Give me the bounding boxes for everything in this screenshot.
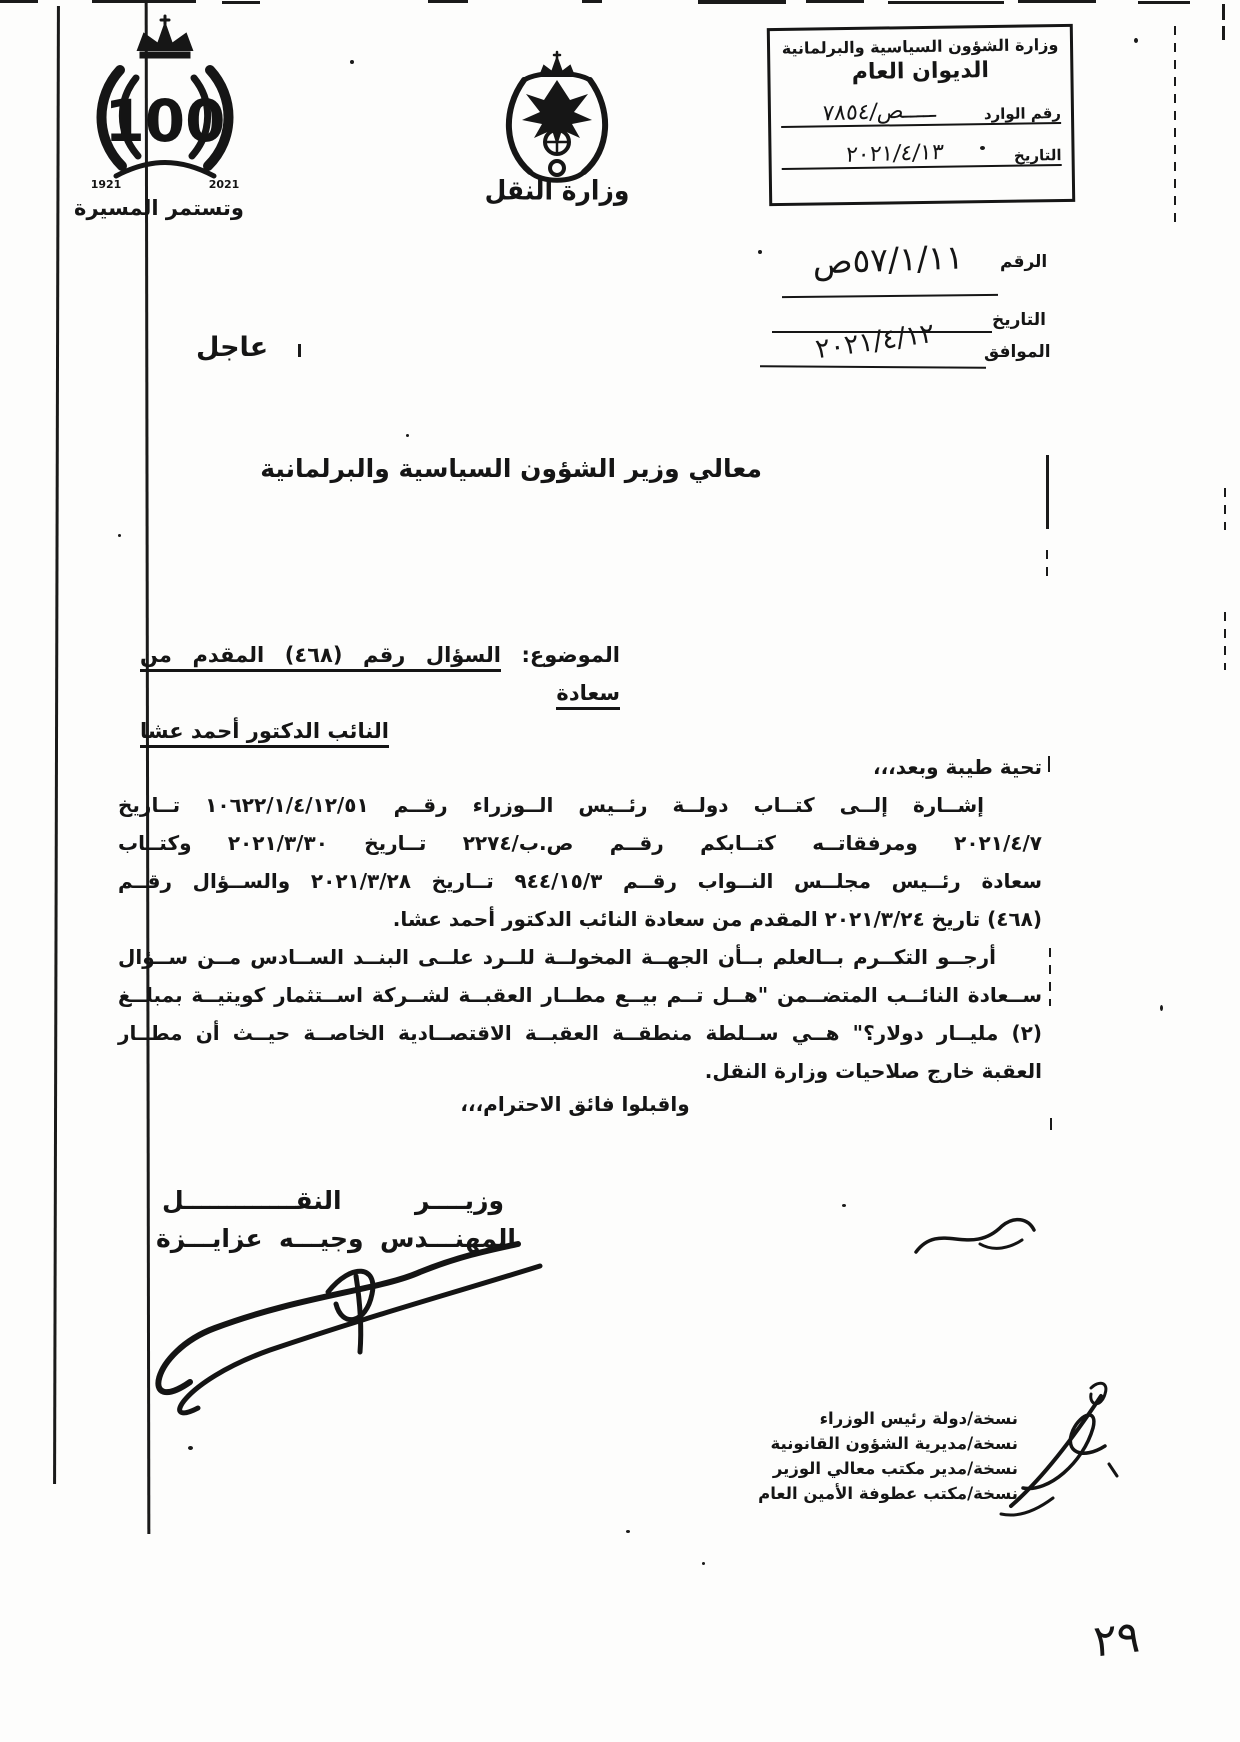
- ministry-logotype: وزارة النقل: [484, 174, 630, 207]
- margin-dash-line: [1046, 550, 1048, 584]
- letter-body: [118, 748, 1042, 1090]
- edge-dash: [0, 0, 38, 3]
- edge-dash: [806, 0, 864, 3]
- ref-corresponding-label: الموافق: [984, 342, 1051, 362]
- centennial-tagline: وتستمر المسيرة: [74, 196, 244, 220]
- fold-line-left: [53, 6, 60, 1484]
- stamp-office-name: الديوان العام: [851, 58, 990, 85]
- edge-dash: [222, 1, 260, 4]
- edge-dash: [1138, 1, 1190, 4]
- eagle-icon: [522, 80, 592, 146]
- body-line: (٤٦٨) تاريخ ٢٠٢١/٣/٢٤ المقدم من سعادة النائب الدكتور أحمد عشا.: [392, 907, 1042, 931]
- subject-label: الموضوع:: [521, 643, 620, 667]
- edge-dash: [92, 0, 196, 3]
- subject-block: [140, 636, 620, 750]
- body-line: العقبة خارج صلاحيات وزارة النقل.: [704, 1059, 1042, 1083]
- stamp-received-value: ٧٨٥٤/صـــــ: [821, 97, 938, 127]
- body-line: ســعادة النائــب المتضــمن "هــل تــم بيــع مطــار العقبــة لشــركة اســتثمار كويتيــة بمبلــغ: [118, 983, 1042, 1007]
- stamp-ministry-name: وزارة الشؤون السياسية والبرلمانية: [781, 35, 1059, 58]
- body-line: (٢) مليــار دولار؟" هــي ســلطة منطقــة العقبــة الاقتصــادية الخاصــة حيــث أن مطــار: [118, 1021, 1042, 1045]
- scan-speck: [406, 434, 409, 437]
- margin-tick: [1222, 4, 1225, 20]
- subject-line-1: [140, 636, 620, 712]
- signatory-name: المهنـــدس وجيـــه عزايـــزة: [156, 1224, 516, 1253]
- margin-dash-line: [1224, 488, 1226, 530]
- margin-tick: [1048, 756, 1050, 772]
- stamp-date-label: التاريخ: [1013, 146, 1062, 165]
- centennial-logo-graphic: [60, 8, 270, 198]
- scan-tick: [298, 344, 301, 357]
- year-start: 1921: [90, 178, 122, 191]
- stamp-date-value: ٢٠٢١/٤/١٣: [844, 139, 945, 168]
- margin-tick: [1046, 455, 1049, 529]
- cc-item: نسخة/مدير مكتب معالي الوزير: [772, 1459, 1018, 1478]
- urgent-label: عاجل: [196, 332, 269, 363]
- jordan-centennial-logo: [60, 8, 270, 198]
- scan-speck: [702, 1562, 705, 1565]
- stamp-date-row: [781, 124, 1062, 170]
- body-line: سعادة رئــيس مجلــس النــواب رقــم ٩٤٤/١٥/٣ تــاريخ ٢٠٢١/٣/٢٨ والســؤال رقــم: [118, 869, 1042, 893]
- ref-date-label: التاريخ: [992, 310, 1046, 330]
- body-line: أرجــو التكــرم بــالعلم بــأن الجهــة المخولــة للــرد علــى البنــد الســادس مــن ســؤال: [118, 945, 996, 969]
- margin-dash-line: [1049, 948, 1051, 1006]
- scan-speck: [350, 60, 354, 64]
- crown-icon: [138, 24, 192, 50]
- signatory-title: وزيــــر النقـــــــــــــل: [162, 1186, 504, 1215]
- ref-number-label: الرقم: [1000, 252, 1048, 272]
- greeting-line: تحية طيبة وبعد،،،: [872, 755, 1042, 779]
- scan-speck: [1134, 38, 1138, 43]
- handwritten-page-number: ٢٩: [1092, 1611, 1141, 1668]
- edge-dash: [428, 0, 468, 3]
- closing-line: واقبلوا فائق الاحترام،،،: [460, 1092, 690, 1116]
- scan-speck: [758, 250, 762, 254]
- edge-dash: [1018, 0, 1096, 3]
- centennial-number: 100: [104, 87, 226, 155]
- scan-speck: [118, 534, 121, 537]
- ref-number-value: ص٥٧/١/١١: [811, 237, 965, 282]
- ref-corresponding-value: ٢٠٢١/٤/١٢: [813, 317, 937, 366]
- subject-line-2: النائب الدكتور أحمد عشا: [140, 712, 620, 750]
- edge-dash: [698, 0, 786, 4]
- stamp-received-row: [781, 82, 1062, 128]
- cc-item: نسخة/مديرية الشؤون القانونية: [770, 1434, 1018, 1453]
- year-end: 2021: [208, 178, 240, 191]
- scan-speck: [1160, 1005, 1163, 1011]
- stamp-received-label: رقم الوارد: [983, 104, 1062, 124]
- edge-dash: [582, 0, 602, 3]
- margin-tick: [1222, 26, 1225, 40]
- margin-tick: [1050, 1118, 1052, 1130]
- cc-list: [758, 1406, 1018, 1506]
- body-line: ٢٠٢١/٤/٧ ومرفقاتــه كتــابكم رقــم ص.ب/٢٢٧٤ تــاريخ ٢٠٢١/٣/٣٠ وكتــاب: [118, 831, 1042, 855]
- handwritten-scribble-small: [910, 1200, 1045, 1275]
- scan-speck: [626, 1530, 630, 1533]
- scan-speck: [188, 1446, 193, 1450]
- cc-item: نسخة/مكتب عطوفة الأمين العام: [758, 1484, 1018, 1503]
- ref-number-line: [782, 294, 998, 298]
- addressee-line: معالي وزير الشؤون السياسية والبرلمانية: [260, 454, 762, 483]
- edge-dash: [888, 1, 1004, 4]
- margin-dash-line: [1224, 612, 1226, 670]
- receipt-stamp-box: [767, 24, 1075, 206]
- minister-signature-flourish: [120, 1232, 550, 1417]
- cc-item: نسخة/دولة رئيس الوزراء: [819, 1409, 1018, 1428]
- subject-text-underlined: السؤال رقم (٤٦٨) المقدم من سعادة: [140, 643, 620, 710]
- scan-speck: [842, 1204, 846, 1207]
- body-line: إشــارة إلــى كتــاب دولــة رئــيس الــوزراء رقــم ١٠٦٢٢/١/٤/١٢/٥١ تــاريخ: [118, 793, 984, 817]
- margin-dash-line: [1174, 26, 1176, 222]
- royal-emblem-icon: [482, 50, 632, 190]
